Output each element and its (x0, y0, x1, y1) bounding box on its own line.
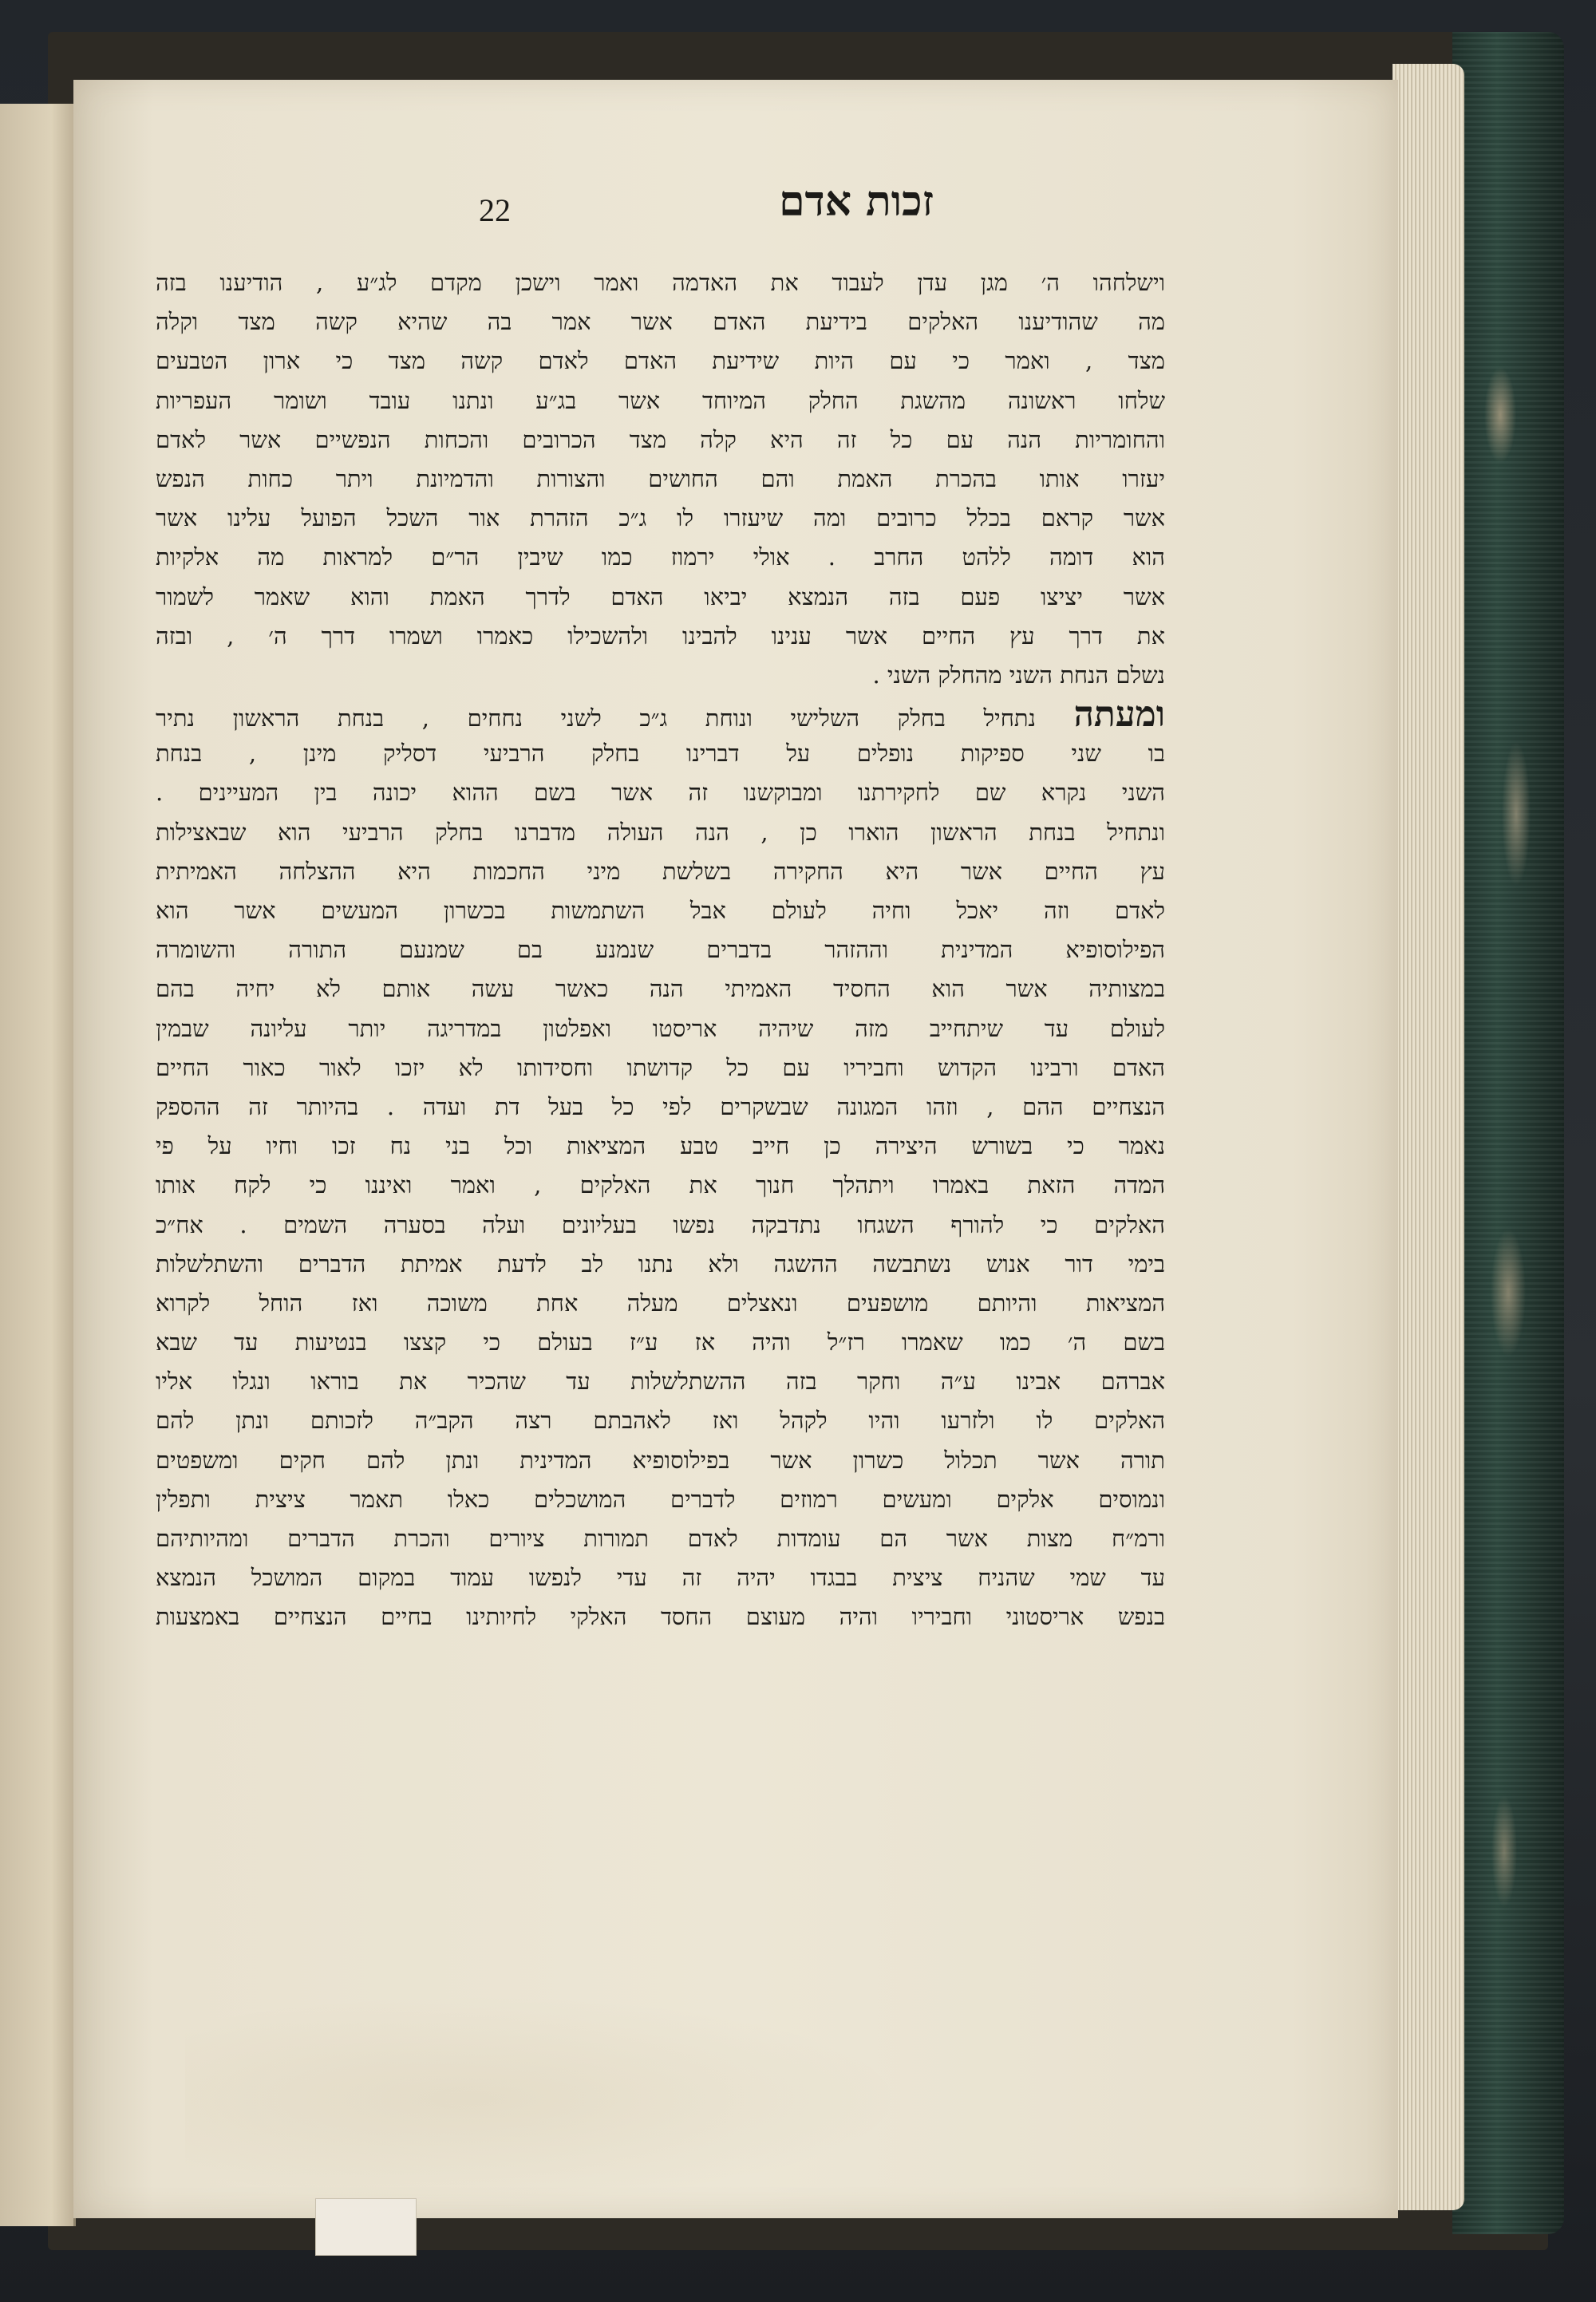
page-number: 22 (479, 192, 511, 228)
text-line: במצותיה אשר הוא החסיד האמיתי הנה כאשר עשה אותם לא יחיה בהם (156, 975, 1165, 1003)
page-stain (185, 1995, 903, 2202)
running-head (479, 177, 1037, 241)
text-line: לאדם וזה יאכל וחיה לעולם אבל השתמשות בכשרון המעשים אשר הוא (156, 897, 1165, 924)
text-line: האלקים לו ולזרעו והיו לקהל ואז לאהבתם רצה הקב״ה לזכותם ונתן להם (156, 1407, 1165, 1435)
text-line: נאמר כי בשורש היצירה כן חייב טבע המציאות וכל בני נח זכו וחיו על פי (156, 1132, 1165, 1160)
text-line: אברהם אבינו ע״ה וחקר בזה ההשתלשלות עד שהכיר את בוראו ונגלו אליו (156, 1368, 1165, 1396)
text-line: בשם ה׳ כמו שאמרו רז״ל והיה אז ע״ז בעולם כי קצצו בנטיעות עד שבא (156, 1329, 1165, 1356)
text-line: אשר יציצו פעם בזה הנמצא יביאו האדם לדרך האמת והוא שאמר לשמור (156, 582, 1165, 610)
text-line: מצד , ואמר כי עם היות שידיעת האדם לאדם קשה מצד כי ארון הטבעים (156, 347, 1165, 375)
text-line: עץ החיים אשר היא החקירה בשלשת מיני החכמות היא ההצלחה האמיתית (156, 857, 1165, 885)
previous-page-edge (0, 104, 76, 2226)
text-line: בימי דור אנוש נשתבשה ההשגה ולא נתנו לב לדעת אמיתת הדברים והשתלשלות (156, 1250, 1165, 1277)
section-start-line (156, 695, 1165, 734)
text-line: ורמ״ח מצות אשר הם עומדות לאדם תמורות ציורים והכרת הדברים ומהיותיהם (156, 1525, 1165, 1552)
spine-wear (1476, 96, 1540, 2170)
text-line: יעזרו אותו בהכרת האמת והם החושים והצורות והדמיונת ויתר כחות הנפש (156, 464, 1165, 492)
text-line: הוא דומה ללהט החרב . אולי ירמוז כמו שיבין הר״ם למראות מה אלקיות (156, 543, 1165, 571)
text-line: השני נקרא שם לחקירתנו ומבוקשנו זה אשר בשם ההוא יכונה בין המעיינים . (156, 779, 1165, 807)
text-line: ונתחיל בנחת הראשון הוארו כן , הנה העולה מדברנו בחלק הרביעי הוא שבאצילות (156, 818, 1165, 846)
text-line: נשלם הנחת השני מהחלק השני . (872, 661, 1165, 689)
text-line: הנצחיים ההם , וזהו המגונה שבשקרים לפי כל בעל דת ועדה . בהיותר זה ההספק (156, 1092, 1165, 1120)
text-line: אשר קראם בכלל כרובים ומה שיעזרו לו ג״כ הזהרת אור השכל הפועל עלינו אשר (156, 504, 1165, 532)
paper-slip (315, 2198, 417, 2256)
text-line: תורה אשר תכלול כשרון אשר בפילוסופיא המדינית ונתן להם חקים ומשפטים (156, 1446, 1165, 1474)
text-line: המדה הזאת באמרו ויתהלך חנוך את האלקים , ואמר ואיננו כי לקח אותו (156, 1171, 1165, 1199)
text-line: האלקים כי להורף השגחו נתדבקה נפשו בעליונים ועלה בסערה השמים . אח״כ (156, 1210, 1165, 1238)
body-text (156, 263, 1165, 1637)
text-line: המציאות והיותם מושפעים ונאצלים מעלה אחת משוכה ואז הוחל לקרוא (156, 1289, 1165, 1317)
text-line: והחומריות הנה עם כל זה היא קלה מצד הכרובים והכחות הנפשיים אשר לאדם (156, 425, 1165, 453)
text-line: האדם ורבינו הקדוש וחביריו עם כל קדושתו וחסידותו לא יזכו לאור כאור החיים (156, 1053, 1165, 1081)
text-line: שלחו ראשונה מהשגת החלק המיוחד אשר בג״ע ונתנו עובד ושומר העפריות (156, 386, 1165, 414)
text-line: בו שני ספיקות נופלים על דברינו בחלק הרביעי דסליק מינן , בנחת (156, 740, 1165, 768)
text-line: עד שמי שהניח ציצית בבגדו יהיה זה עדי לנפשו עמוד במקום המושכל הנמצא (156, 1564, 1165, 1592)
text-line: ונמוסים אלקים ומעשים רמוזים לדברים המושכלים כאלו תאמר ציצית ותפלין (156, 1485, 1165, 1513)
text-line: את דרך עץ החיים אשר ענינו להבינו ולהשכילו כאמרו ושמרו דרך ה׳ , ובזה (156, 622, 1165, 650)
page-title: זכות אדם (779, 177, 934, 226)
section-first-line: נתחיל בחלק השלישי ונוחת ג״כ לשני נחחים , בנחת הראשון נתיר (156, 705, 1036, 732)
text-line: מה שהודיענו האלקים בידיעת האדם אשר אמר בה שהיא קשה מצד וקלה (156, 308, 1165, 336)
page-edges (1393, 64, 1464, 2210)
text-line: וישלחהו ה׳ מגן עדן לעבוד את האדמה ואמר וישכן מקדם לג״ע , הודיענו בזה (156, 269, 1165, 296)
text-line: לעולם עד שיתחייב מזה שיהיה אריסטו ואפלטון במדריגה יותר עליונה שבמין (156, 1014, 1165, 1042)
text-line: הפילוסופיא המדינית וההזהר בדברים שנמנע בם שמנעם התורה והשומרה (156, 936, 1165, 964)
text-line: בנפש אריסטוני וחביריו והיה מעוצם החסד האלקי לחיותינו בחיים הנצחיים באמצעות (156, 1603, 1165, 1631)
section-opening-word: ומעתה (1073, 695, 1165, 735)
